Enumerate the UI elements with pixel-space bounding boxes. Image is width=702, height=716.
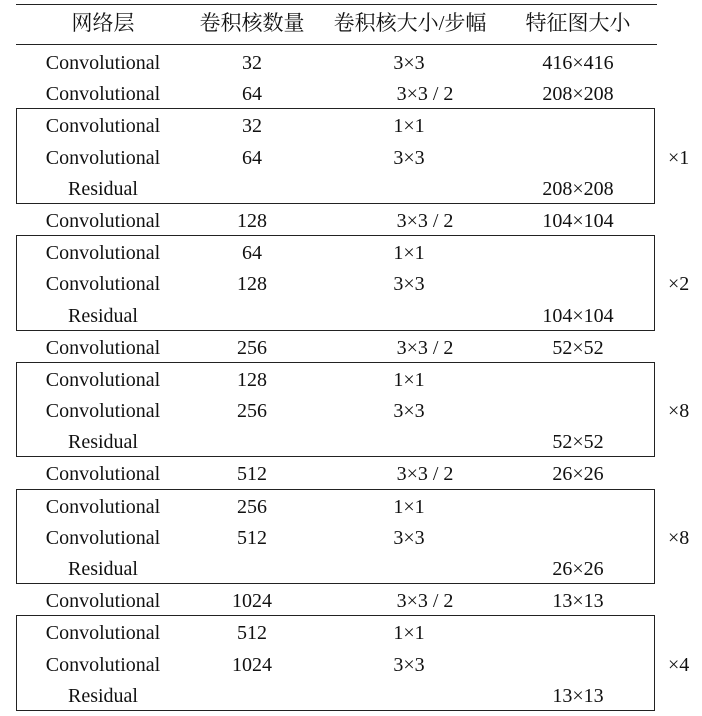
layer-name: Residual bbox=[68, 685, 138, 707]
kernel-size: 1×1 bbox=[393, 242, 425, 264]
repeat-multiplier: ×4 bbox=[668, 654, 690, 676]
filter-count: 1024 bbox=[232, 590, 272, 612]
feature-map-size: 208×208 bbox=[542, 178, 614, 200]
filter-count: 32 bbox=[242, 115, 262, 137]
kernel-size: 3×3 bbox=[393, 147, 425, 169]
kernel-size: 1×1 bbox=[393, 496, 425, 518]
kernel-size: 3×3 / 2 bbox=[396, 590, 454, 612]
layer-name: Convolutional bbox=[45, 337, 161, 359]
filter-count: 64 bbox=[242, 242, 262, 264]
layer-name: Convolutional bbox=[45, 210, 161, 232]
filter-count: 256 bbox=[237, 400, 267, 422]
filter-count: 64 bbox=[242, 83, 262, 105]
kernel-size: 1×1 bbox=[393, 115, 425, 137]
header-rule bbox=[16, 44, 657, 45]
filter-count: 128 bbox=[237, 369, 267, 391]
layer-name: Convolutional bbox=[45, 654, 161, 676]
layer-name: Convolutional bbox=[45, 590, 161, 612]
layer-name: Residual bbox=[68, 178, 138, 200]
repeat-multiplier: ×1 bbox=[668, 147, 690, 169]
feature-map-size: 208×208 bbox=[542, 83, 614, 105]
layer-name: Convolutional bbox=[45, 400, 161, 422]
header-feature-map: 特征图大小 bbox=[525, 11, 631, 35]
feature-map-size: 416×416 bbox=[542, 52, 614, 74]
layer-name: Convolutional bbox=[45, 52, 161, 74]
feature-map-size: 104×104 bbox=[542, 210, 614, 232]
layer-name: Residual bbox=[68, 558, 138, 580]
kernel-size: 1×1 bbox=[393, 369, 425, 391]
repeat-multiplier: ×2 bbox=[668, 273, 690, 295]
filter-count: 1024 bbox=[232, 654, 272, 676]
kernel-size: 3×3 / 2 bbox=[396, 337, 454, 359]
layer-name: Convolutional bbox=[45, 273, 161, 295]
top-rule bbox=[16, 4, 657, 5]
kernel-size: 3×3 bbox=[393, 654, 425, 676]
feature-map-size: 52×52 bbox=[552, 337, 604, 359]
kernel-size: 3×3 / 2 bbox=[396, 463, 454, 485]
kernel-size: 3×3 bbox=[393, 400, 425, 422]
filter-count: 256 bbox=[237, 337, 267, 359]
kernel-size: 3×3 / 2 bbox=[396, 83, 454, 105]
filter-count: 128 bbox=[237, 273, 267, 295]
repeat-multiplier: ×8 bbox=[668, 527, 690, 549]
header-filters: 卷积核数量 bbox=[199, 11, 305, 35]
layer-name: Convolutional bbox=[45, 496, 161, 518]
layer-name: Residual bbox=[68, 431, 138, 453]
header-layer: 网络层 bbox=[71, 11, 135, 35]
feature-map-size: 26×26 bbox=[552, 558, 604, 580]
kernel-size: 1×1 bbox=[393, 622, 425, 644]
kernel-size: 3×3 bbox=[393, 527, 425, 549]
filter-count: 256 bbox=[237, 496, 267, 518]
layer-name: Convolutional bbox=[45, 527, 161, 549]
layer-name: Convolutional bbox=[45, 369, 161, 391]
layer-name: Convolutional bbox=[45, 115, 161, 137]
feature-map-size: 26×26 bbox=[552, 463, 604, 485]
feature-map-size: 13×13 bbox=[552, 590, 604, 612]
filter-count: 512 bbox=[237, 527, 267, 549]
filter-count: 512 bbox=[237, 622, 267, 644]
filter-count: 128 bbox=[237, 210, 267, 232]
layer-name: Residual bbox=[68, 305, 138, 327]
layer-name: Convolutional bbox=[45, 242, 161, 264]
feature-map-size: 52×52 bbox=[552, 431, 604, 453]
layer-name: Convolutional bbox=[45, 622, 161, 644]
layer-name: Convolutional bbox=[45, 147, 161, 169]
filter-count: 32 bbox=[242, 52, 262, 74]
layer-name: Convolutional bbox=[45, 463, 161, 485]
feature-map-size: 104×104 bbox=[542, 305, 614, 327]
kernel-size: 3×3 bbox=[393, 52, 425, 74]
filter-count: 64 bbox=[242, 147, 262, 169]
header-kernel-size: 卷积核大小/步幅 bbox=[333, 11, 487, 35]
kernel-size: 3×3 / 2 bbox=[396, 210, 454, 232]
repeat-multiplier: ×8 bbox=[668, 400, 690, 422]
filter-count: 512 bbox=[237, 463, 267, 485]
kernel-size: 3×3 bbox=[393, 273, 425, 295]
layer-name: Convolutional bbox=[45, 83, 161, 105]
feature-map-size: 13×13 bbox=[552, 685, 604, 707]
